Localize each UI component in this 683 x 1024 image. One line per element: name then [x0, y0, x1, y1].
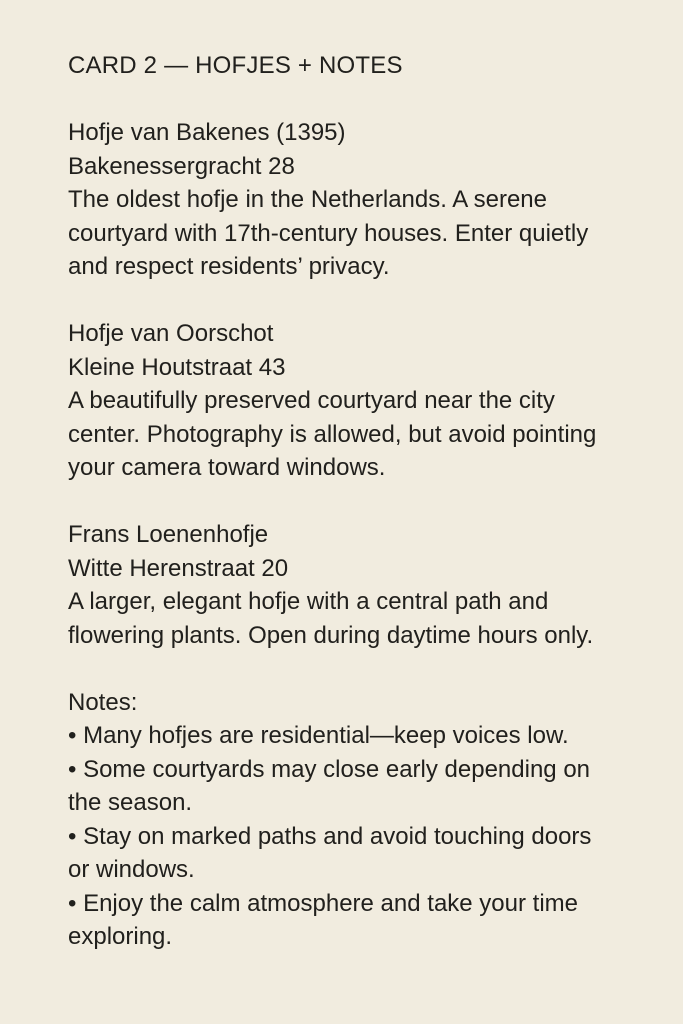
notes-label: Notes: [68, 688, 138, 716]
hofje-address: Witte Herenstraat 20 [68, 554, 289, 582]
hofje-description: The oldest hofje in the Netherlands. A serene courtyard with 17th-century houses. Enter quietly and respect residents’ privacy. [68, 186, 589, 280]
bullet-icon: • [68, 755, 77, 783]
hofje-description: A larger, elegant hofje with a central path and flowering plants. Open during daytime hours only. [68, 588, 594, 649]
note-item-text: Some courtyards may close early depending on the season. [68, 755, 591, 816]
hofje-name: Frans Loenenhofje [68, 521, 269, 548]
hofje-address: Bakenessergracht 28 [68, 152, 295, 180]
note-item-text: Stay on marked paths and avoid touching doors or windows. [68, 822, 592, 883]
hofje-entry [68, 518, 606, 652]
note-item [68, 887, 606, 954]
note-item [68, 753, 606, 820]
bullet-icon: • [68, 822, 77, 850]
hofje-description: A beautifully preserved courtyard near the city center. Photography is allowed, but avoid pointing your camera toward windows. [68, 387, 597, 481]
hofje-address: Kleine Houtstraat 43 [68, 353, 286, 381]
hofje-entry [68, 116, 606, 284]
note-item-text: Enjoy the calm atmosphere and take your time exploring. [68, 889, 578, 950]
bullet-icon: • [68, 722, 77, 749]
hofje-name: Hofje van Oorschot [68, 320, 274, 347]
note-item [68, 820, 606, 887]
note-item [68, 719, 606, 753]
notes-card-content [68, 49, 606, 954]
note-item-text: Many hofjes are residential—keep voices low. [83, 722, 569, 749]
hofje-entry [68, 317, 606, 485]
notes-section [68, 686, 606, 954]
card-title: CARD 2 — HOFJES + NOTES [68, 52, 403, 79]
bullet-icon: • [68, 889, 77, 917]
hofje-name: Hofje van Bakenes (1395) [68, 119, 346, 146]
